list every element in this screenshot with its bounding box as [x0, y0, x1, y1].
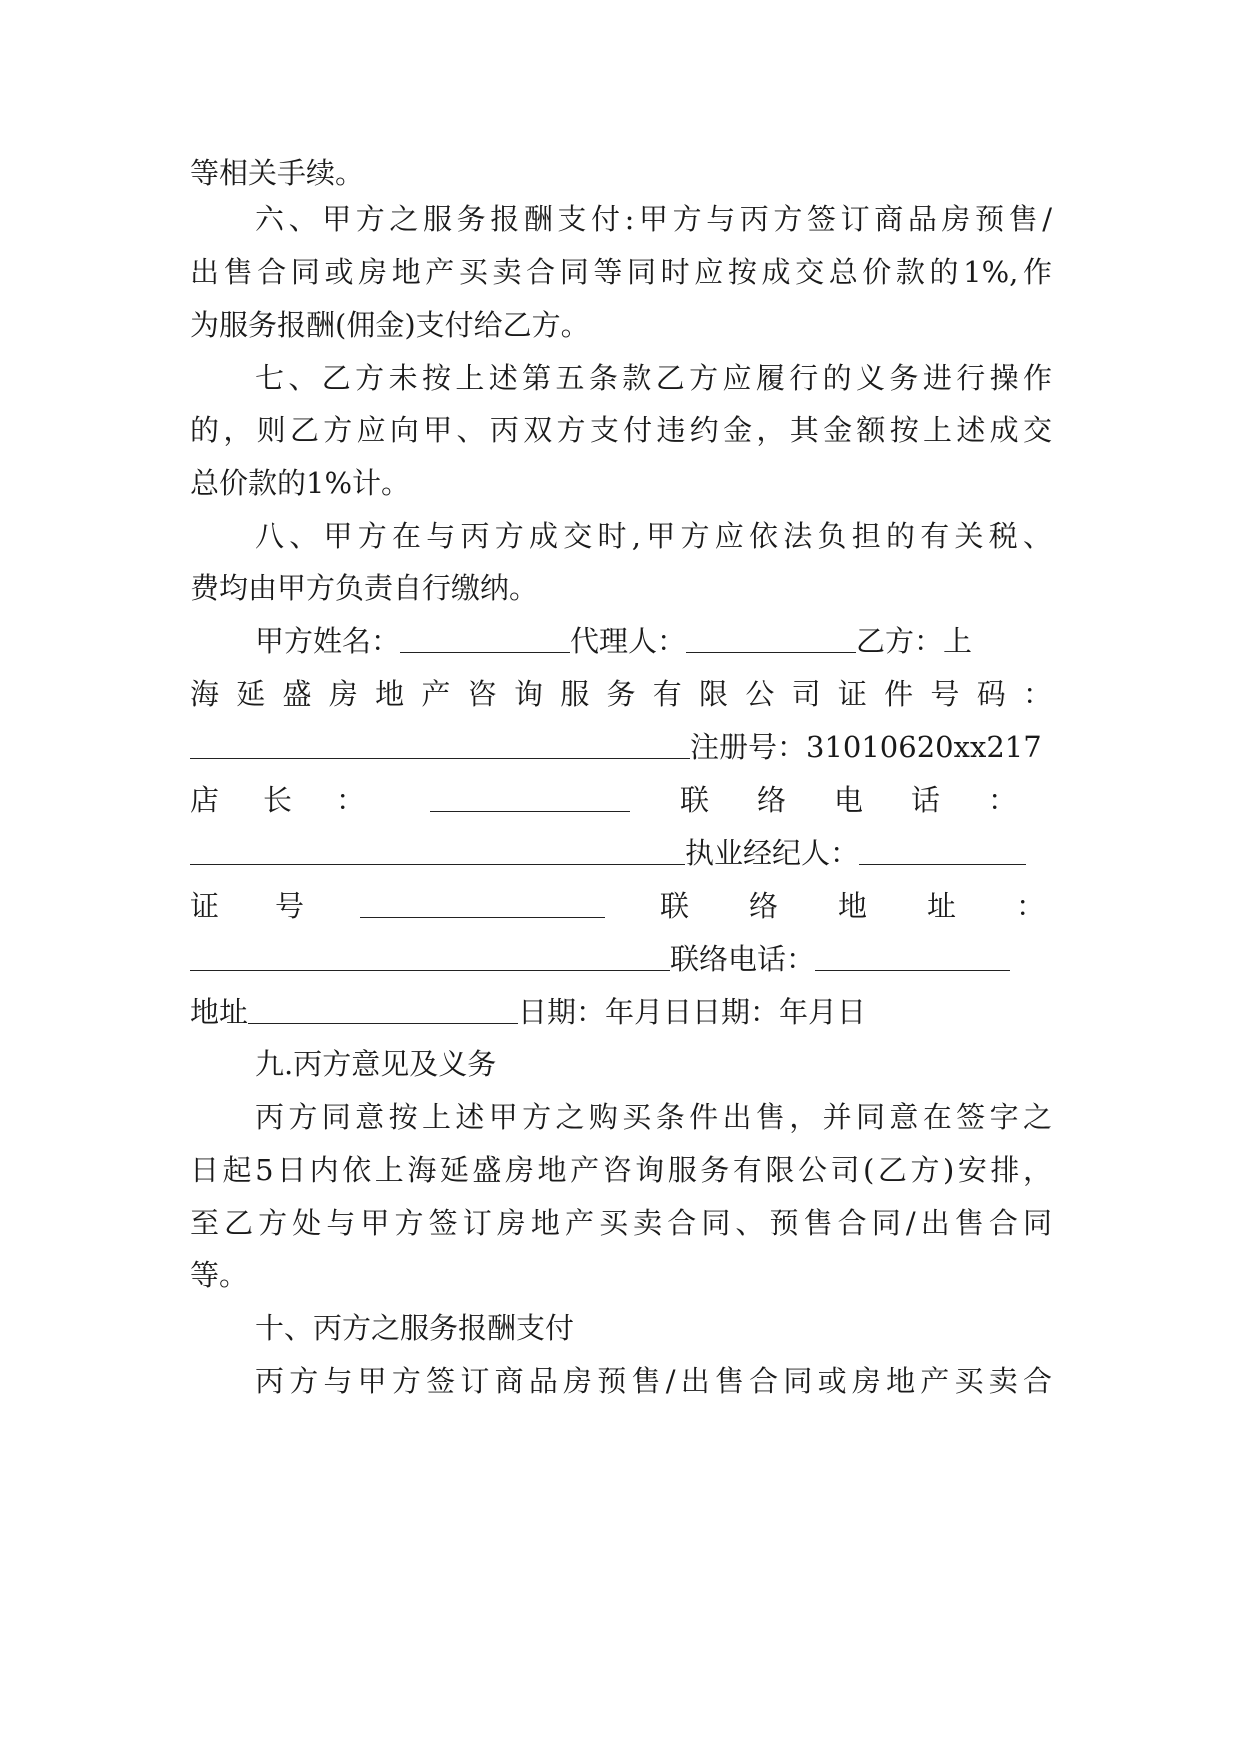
- contact-phone-line: [190, 939, 1052, 979]
- broker-line: [190, 833, 1052, 873]
- certificate-blank: [360, 891, 605, 918]
- text-line: 日起5日内依上海延盛房地产咨询服务有限公司(乙方)安排，: [190, 1153, 1052, 1187]
- address-date-line: [190, 992, 1052, 1032]
- date-fields: 日期：年月日日期：年月日: [518, 995, 867, 1029]
- text-line: 至乙方处与甲方签订房地产买卖合同、预售合同/出售合同: [190, 1206, 1052, 1240]
- clause-10-heading: 十、丙方之服务报酬支付: [255, 1311, 575, 1345]
- address-blank: [190, 944, 670, 971]
- certificate-label: 证号: [190, 889, 361, 923]
- contact-phone-blank: [815, 944, 1010, 971]
- text-line: 出售合同或房地产买卖合同等同时应按成交总价款的1%,作: [190, 255, 1052, 289]
- clause-9-heading: 九.丙方意见及义务: [255, 1047, 497, 1081]
- clause-7-heading: 七、乙方未按上述第五条款乙方应履行的义务进行操作: [255, 361, 1052, 395]
- manager-line: [190, 780, 1066, 820]
- text-line: 等。: [190, 1258, 249, 1292]
- signature-row-party-a: [255, 621, 1052, 661]
- company-name-line: 海延盛房地产咨询服务有限公司证件号码：: [190, 677, 1052, 711]
- manager-blank: [430, 785, 630, 812]
- party-a-name-blank: [400, 626, 570, 653]
- text-line: 丙方同意按上述甲方之购买条件出售，并同意在签字之: [255, 1100, 1052, 1134]
- text-line: 总价款的1%计。: [190, 466, 411, 500]
- address-label: 联络地址：: [660, 889, 1106, 923]
- agent-label: 代理人：: [570, 624, 687, 658]
- address-line-blank: [248, 997, 518, 1024]
- text-line: 等相关手续。: [190, 156, 365, 190]
- text-line: 丙方与甲方签订商品房预售/出售合同或房地产买卖合: [255, 1364, 1052, 1398]
- party-b-label: 乙方：上: [856, 624, 973, 658]
- text-line: 费均由甲方负责自行缴纳。: [190, 571, 539, 605]
- registration-number: 注册号：31010620xx217: [690, 730, 1042, 764]
- text-line: 为服务报酬(佣金)支付给乙方。: [190, 308, 590, 342]
- id-number-blank: [190, 732, 690, 759]
- phone-blank: [190, 838, 685, 865]
- party-a-name-label: 甲方姓名：: [255, 624, 401, 658]
- address-label: 地址: [190, 995, 249, 1029]
- certificate-line: [190, 886, 1106, 926]
- phone-label: 联络电话：: [680, 783, 1066, 817]
- broker-blank: [859, 838, 1026, 865]
- broker-label: 执业经纪人：: [685, 836, 860, 870]
- agent-blank: [686, 626, 856, 653]
- manager-label: 店长：: [190, 783, 410, 817]
- contact-phone-label: 联络电话：: [670, 942, 816, 976]
- text-line: 的，则乙方应向甲、丙双方支付违约金，其金额按上述成交: [190, 413, 1052, 447]
- registration-line: [190, 727, 1052, 767]
- clause-6-heading: 六、甲方之服务报酬支付:甲方与丙方签订商品房预售/: [255, 202, 1052, 236]
- clause-8-heading: 八、甲方在与丙方成交时,甲方应依法负担的有关税、: [255, 519, 1052, 553]
